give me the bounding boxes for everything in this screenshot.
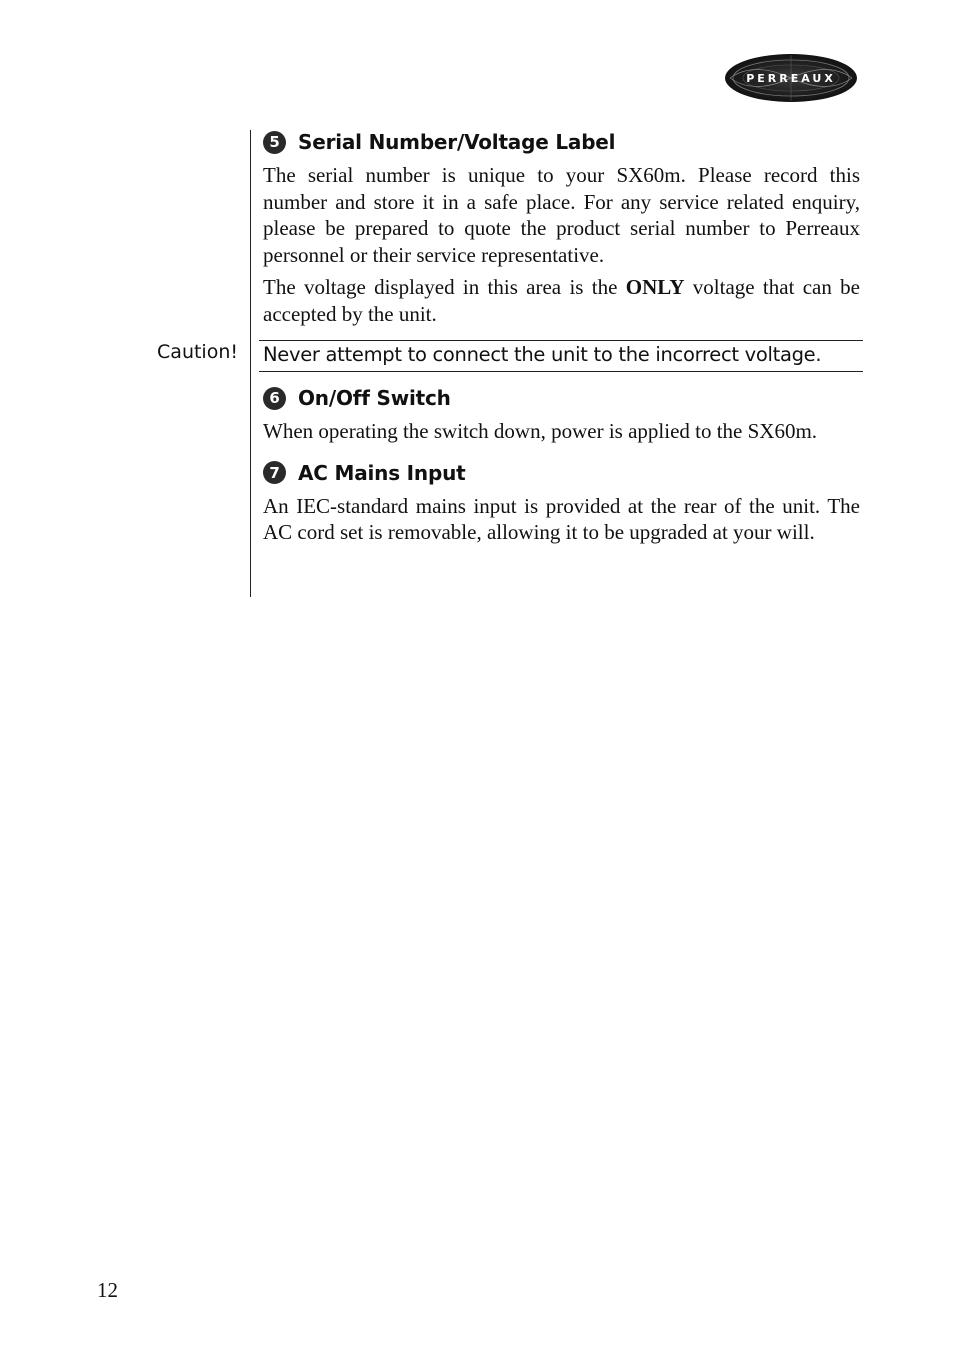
paragraph-voltage-text-end: voltage that can be accepted by the unit. — [263, 275, 860, 326]
section-title: On/Off Switch — [298, 386, 451, 410]
emphasis-only: ONLY — [625, 275, 685, 299]
paragraph-switch: When operating the switch down, power is applied to the SX60m. — [263, 419, 818, 443]
section-title: AC Mains Input — [298, 460, 466, 485]
caution-box — [259, 340, 863, 372]
section-heading-mains — [263, 459, 860, 487]
paragraph-voltage — [263, 274, 860, 327]
section-number-badge: 5 — [263, 131, 286, 154]
section-number-badge: 7 — [263, 461, 286, 484]
section-heading-switch — [263, 384, 860, 412]
paragraph-serial: The serial number is unique to your SX60m. Please record this number and store it in a safe place. For any service related enquiry, please be prepared to quote the product serial number to Perreaux personnel or their service representative. — [263, 163, 860, 267]
perreaux-logo — [724, 53, 858, 103]
paragraph-mains: An IEC-standard mains input is provided at the rear of the unit. The AC cord set is removable, allowing it to be upgraded at your will. — [263, 493, 860, 544]
section-title: Serial Number/Voltage Label — [298, 130, 616, 154]
caution-label: Caution! — [157, 341, 238, 363]
paragraph-voltage-text: The voltage displayed in this area is the — [263, 275, 626, 299]
section-number-badge: 6 — [263, 387, 286, 410]
logo-wordmark: PERREAUX — [746, 71, 836, 85]
document-body — [263, 128, 860, 546]
page-number: 12 — [97, 1278, 118, 1302]
section-heading-serial — [263, 128, 860, 156]
caution-text: Never attempt to connect the unit to the incorrect voltage. — [263, 343, 822, 366]
margin-rule — [250, 130, 251, 597]
